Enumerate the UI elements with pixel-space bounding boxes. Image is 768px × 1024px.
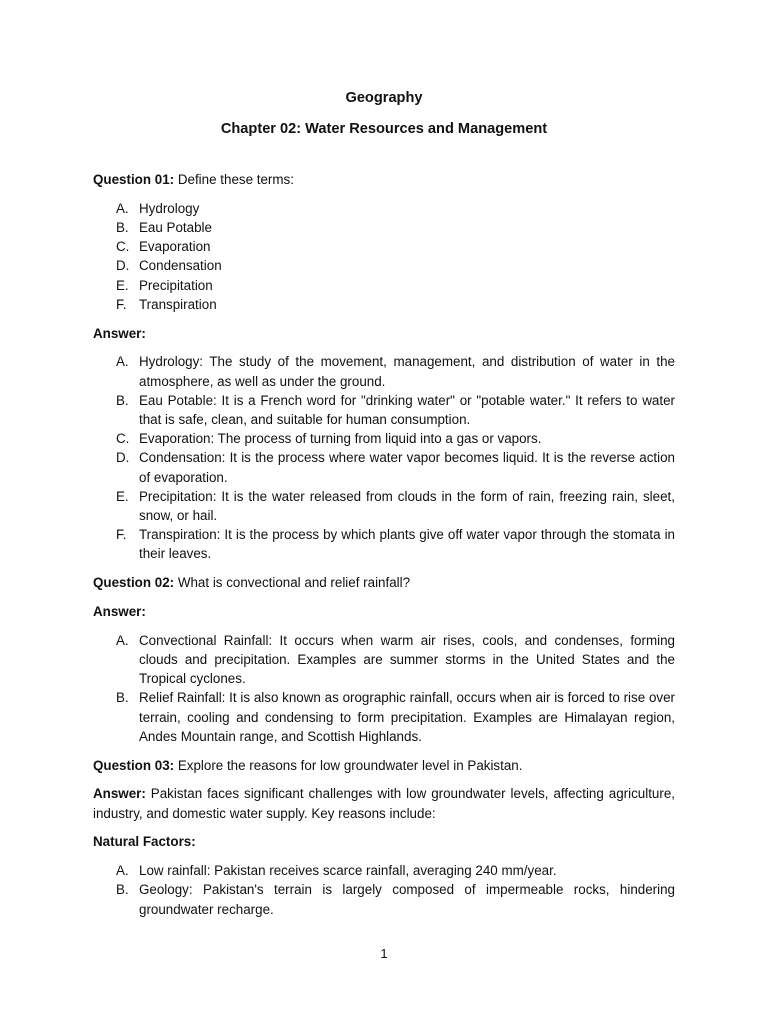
list-item xyxy=(93,880,675,918)
list-item xyxy=(93,429,675,448)
subject-title: Geography xyxy=(345,90,423,106)
page-content xyxy=(93,88,675,928)
list-marker: B. xyxy=(116,392,129,408)
list-marker: C. xyxy=(116,431,130,447)
question-03 xyxy=(93,756,675,775)
answers-list xyxy=(93,352,675,563)
list-item xyxy=(93,525,675,563)
list-item xyxy=(93,448,675,486)
question-text: What is convectional and relief rainfall? xyxy=(177,575,411,591)
list-marker: F. xyxy=(116,296,127,312)
list-marker: D. xyxy=(116,258,130,274)
list-marker: C. xyxy=(116,239,130,255)
list-text: Transpiration: It is the process by which plants give off water vapor through the stomata in their leaves. xyxy=(139,527,675,562)
list-marker: D. xyxy=(116,450,130,466)
list-marker: A. xyxy=(116,632,129,648)
question-02 xyxy=(93,573,675,592)
section-heading: Natural Factors: xyxy=(93,834,196,850)
list-item xyxy=(93,237,675,256)
list-marker: B. xyxy=(116,690,129,706)
list-text: Low rainfall: Pakistan receives scarce rainfall, averaging 240 mm/year. xyxy=(139,863,557,879)
list-item xyxy=(93,861,675,880)
question-label: Question 02: xyxy=(93,575,175,591)
answers-list xyxy=(93,631,675,746)
list-marker: E. xyxy=(116,277,129,293)
list-text: Condensation: It is the process where water vapor becomes liquid. It is the reverse action of evaporation. xyxy=(139,450,675,485)
page-number: 1 xyxy=(380,946,388,961)
list-item xyxy=(93,218,675,237)
chapter-title: Chapter 02: Water Resources and Management xyxy=(220,121,548,137)
list-text: Hydrology: The study of the movement, management, and distribution of water in the atmosphere, as well as under the ground. xyxy=(139,354,675,389)
question-01 xyxy=(93,170,675,189)
list-text: Relief Rainfall: It is also known as orographic rainfall, occurs when air is forced to rise over terrain, cooling and condensing to form precipitation. Examples are Himalayan region, Andes Mountain range, and Scottish Highlands. xyxy=(139,690,675,744)
list-item xyxy=(93,352,675,390)
list-marker: B. xyxy=(116,882,129,898)
list-item xyxy=(93,631,675,689)
list-item xyxy=(93,295,675,314)
list-marker: A. xyxy=(116,200,129,216)
list-text: Geology: Pakistan's terrain is largely composed of impermeable rocks, hindering groundwater recharge. xyxy=(139,882,675,917)
question-label: Question 01: xyxy=(93,172,175,187)
question-label: Question 03: xyxy=(93,757,175,773)
terms-list xyxy=(93,199,675,314)
list-text: Convectional Rainfall: It occurs when warm air rises, cools, and condenses, forming clouds and precipitation. Examples are summer storms in the United States and the Tropical cyclones. xyxy=(139,632,675,687)
list-marker: E. xyxy=(116,488,129,504)
list-marker: B. xyxy=(116,220,129,235)
list-text: Precipitation: It is the water released from clouds in the form of rain, freezing rain, sleet, snow, or hail. xyxy=(139,488,675,524)
question-text: Explore the reasons for low groundwater level in Pakistan. xyxy=(177,757,523,773)
list-item xyxy=(93,391,675,429)
answer-text: Pakistan faces significant challenges with low groundwater levels, affecting agriculture, industry, and domestic water supply. Key reasons include: xyxy=(93,786,675,821)
answer-label xyxy=(93,324,675,343)
list-marker: A. xyxy=(116,863,129,879)
answer-label xyxy=(93,602,675,621)
list-text: Hydrology xyxy=(139,200,200,216)
list-item xyxy=(93,487,675,525)
answer-paragraph xyxy=(93,784,675,822)
answer-heading: Answer: xyxy=(93,325,146,341)
list-text: Eau Potable: It is a French word for "drinking water" or "potable water." It refers to water that is safe, clean, and suitable for human consumption. xyxy=(139,392,675,428)
question-text: Define these terms: xyxy=(177,172,294,187)
natural-factors-heading xyxy=(93,832,675,851)
list-text: Transpiration xyxy=(139,296,217,312)
list-marker: A. xyxy=(116,354,129,370)
list-item xyxy=(93,256,675,275)
list-text: Evaporation: The process of turning from liquid into a gas or vapors. xyxy=(139,431,542,447)
answer-heading: Answer: xyxy=(93,786,146,802)
list-marker: F. xyxy=(116,527,127,543)
list-item xyxy=(93,276,675,295)
list-text: Condensation xyxy=(139,258,222,274)
list-item xyxy=(93,688,675,746)
list-text: Eau Potable xyxy=(139,220,212,235)
list-text: Evaporation xyxy=(139,239,211,255)
answer-heading: Answer: xyxy=(93,604,146,620)
list-item xyxy=(93,199,675,218)
list-text: Precipitation xyxy=(139,277,213,293)
natural-factors-list xyxy=(93,861,675,919)
